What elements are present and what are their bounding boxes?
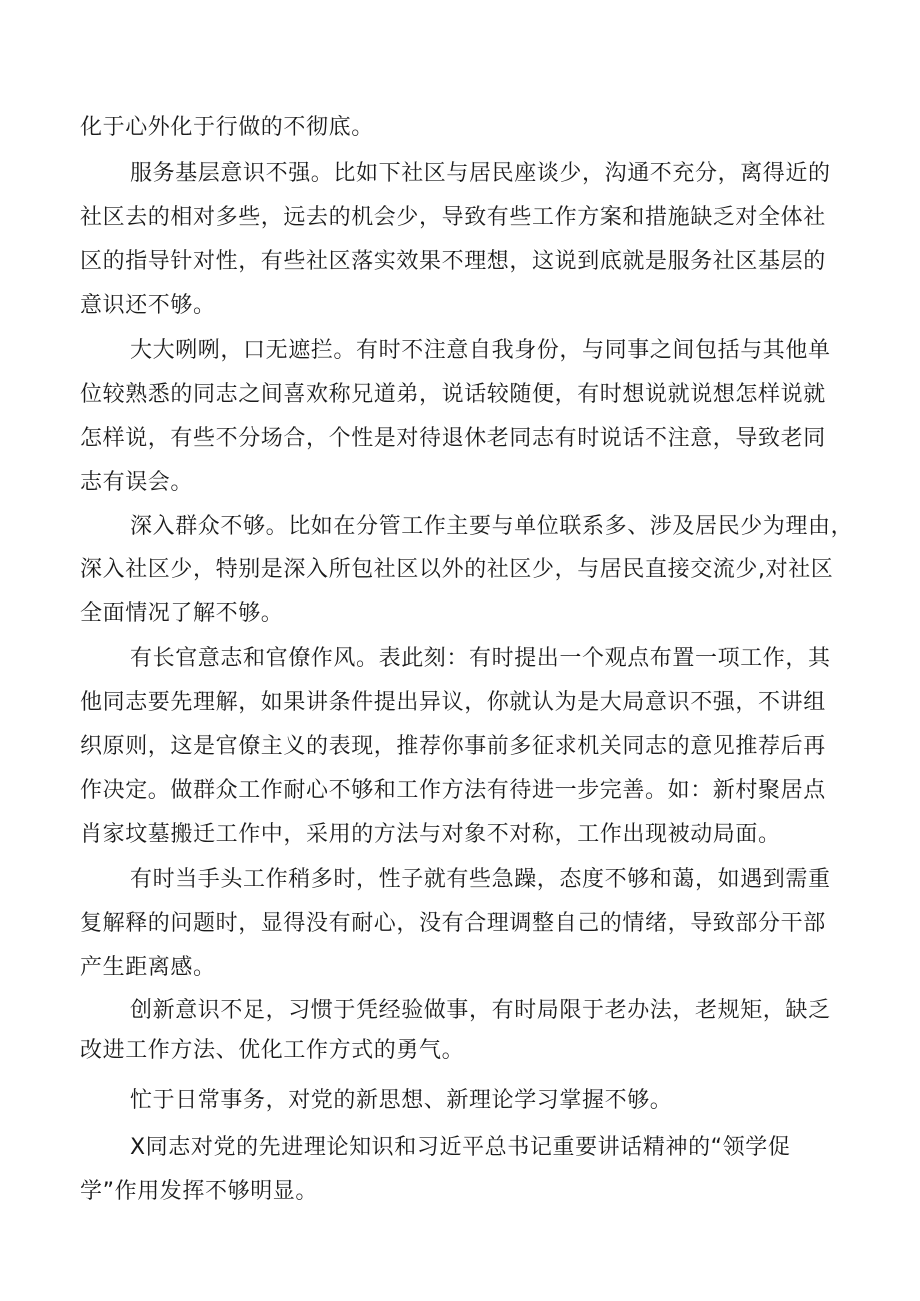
text-line: 复解释的问题时，显得没有耐心，没有合理调整自己的情绪，导致部分干部 [80, 911, 826, 936]
text-line: 作决定。做群众工作耐心不够和工作方法有待进一步完善。如：新村聚居点 [80, 778, 826, 803]
text-line: 改进工作方法、优化工作方式的勇气。 [80, 1038, 465, 1063]
text-line: 有长官意志和官僚作风。表此刻：有时提出一个观点布置一项工作，其 [130, 646, 831, 671]
text-line: 他同志要先理解，如果讲条件提出异议，你就认为是大局意识不强，不讲组 [80, 690, 826, 715]
text-line: 深入群众不够。比如在分管工作主要与单位联系多、涉及居民少为理由， [130, 514, 854, 539]
text-line: X同志对党的先进理论知识和习近平总书记重要讲话精神的“领学促 [130, 1135, 791, 1160]
text-line: 大大咧咧，口无遮拦。有时不注意自我身份，与同事之间包括与其他单 [130, 338, 831, 363]
text-line: 化于心外化于行做的不彻底。 [80, 115, 374, 140]
text-line: 学”作用发挥不够明显。 [80, 1179, 318, 1204]
text-line: 服务基层意识不强。比如下社区与居民座谈少，沟通不充分，离得近的 [130, 161, 831, 186]
text-line: 肖家坟墓搬迁工作中，采用的方法与对象不对称，工作出现被动局面。 [80, 822, 781, 847]
text-line: 位较熟悉的同志之间喜欢称兄道弟，说话较随便，有时想说就说想怎样说就 [80, 382, 826, 407]
text-line: 忙于日常事务，对党的新思想、新理论学习掌握不够。 [130, 1088, 673, 1113]
text-line: 意识还不够。 [80, 293, 216, 318]
text-line: 全面情况了解不够。 [80, 601, 284, 626]
text-line: 社区去的相对多些，远去的机会少，导致有些工作方案和措施缺乏对全体社 [80, 205, 826, 230]
text-line: 产生距离感。 [80, 955, 216, 980]
text-line: 织原则，这是官僚主义的表现，推荐你事前多征求机关同志的意见推荐后再 [80, 734, 826, 759]
text-line: 区的指导针对性，有些社区落实效果不理想，这说到底就是服务社区基层的 [80, 249, 826, 274]
text-line: 创新意识不足，习惯于凭经验做事，有时局限于老办法，老规矩，缺乏 [130, 998, 831, 1023]
text-line: 志有误会。 [80, 470, 194, 495]
text-line: 深入社区少，特别是深入所包社区以外的社区少，与居民直接交流少,对社区 [80, 557, 834, 582]
text-line: 怎样说，有些不分场合，个性是对待退休老同志有时说话不注意，导致老同 [80, 426, 826, 451]
text-line: 有时当手头工作稍多时，性子就有些急躁，态度不够和蔼，如遇到需重 [130, 867, 831, 892]
